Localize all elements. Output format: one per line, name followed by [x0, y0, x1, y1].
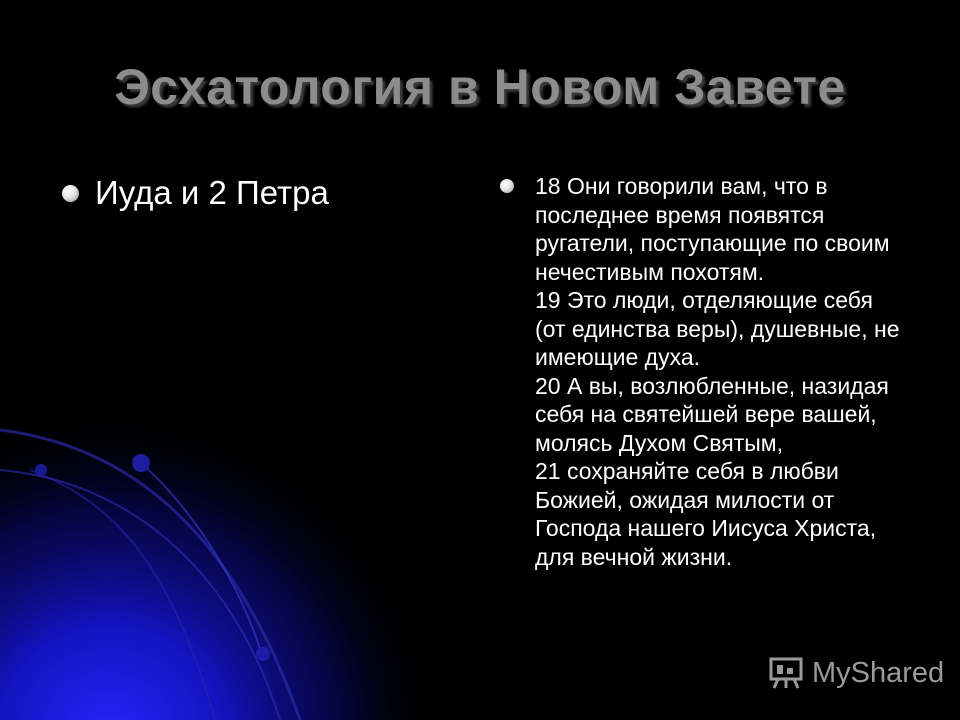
bullet-dot-icon [62, 185, 79, 202]
presentation-board-icon [768, 656, 804, 690]
slide-title: Эсхатология в Новом Завете [114, 59, 846, 115]
verse-20: 20 А вы, возлюбленные, назидая себя на святейшей вере вашей, молясь Духом Святым, [535, 372, 889, 456]
left-bullet-text: Иуда и 2 Петра [95, 174, 329, 211]
bullet-dot-icon [500, 179, 514, 193]
decor-dot [132, 454, 150, 472]
myshared-watermark [768, 656, 944, 690]
verse-21: 21 сохраняйте себя в любви Божией, ожидая милости от Господа нашего Иисуса Христа, для вечной жизни. [535, 458, 877, 570]
watermark-text: MyShared [812, 656, 945, 689]
scripture-text-block [535, 172, 905, 571]
verse-19: 19 Это люди, отделяющие себя (от единства веры), душевные, не имеющие духа. [535, 287, 900, 370]
decor-dot [256, 647, 270, 661]
decor-dot [35, 464, 47, 476]
right-bullet-item [500, 172, 920, 571]
left-bullet-item [62, 174, 329, 212]
verse-18: 18 Они говорили вам, что в последнее время появятся ругатели, поступающие по своим нечестивым похотям. [535, 173, 890, 285]
